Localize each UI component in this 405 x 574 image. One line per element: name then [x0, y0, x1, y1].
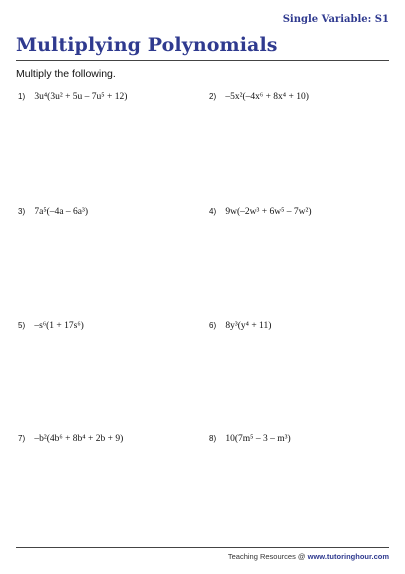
problem-6 [209, 321, 271, 331]
footer-site-link[interactable]: www.tutoringhour.com [307, 552, 389, 561]
problem-expression: 7a⁵(–4a – 6a³) [34, 207, 89, 217]
problem-number: 3) [18, 207, 26, 216]
footer-label: Teaching Resources @ [227, 552, 308, 561]
footer-credit [228, 552, 389, 561]
problem-2 [209, 92, 309, 102]
problem-8 [209, 434, 291, 444]
problem-expression: 9w(–2w³ + 6w⁵ – 7w²) [225, 207, 312, 217]
problem-7 [18, 434, 123, 444]
problem-expression: –b²(4b⁶ + 8b⁴ + 2b + 9) [34, 434, 124, 444]
problem-expression: 3u⁴(3u² + 5u – 7u⁵ + 12) [34, 92, 128, 102]
problem-number: 7) [18, 434, 26, 443]
bottom-divider [16, 547, 389, 548]
problem-1 [18, 92, 127, 102]
top-divider [16, 60, 389, 61]
problem-5 [18, 321, 84, 331]
problem-number: 8) [209, 434, 217, 443]
problem-number: 5) [18, 321, 26, 330]
problem-number: 2) [209, 92, 217, 101]
problem-4 [209, 207, 312, 217]
problem-expression: 10(7m⁵ – 3 – m³) [225, 434, 291, 444]
problem-number: 1) [18, 92, 26, 101]
page-title: Multiplying Polynomials [16, 34, 278, 56]
problem-expression: 8y³(y⁴ + 11) [225, 321, 272, 331]
problem-3 [18, 207, 88, 217]
instructions: Multiply the following. [16, 68, 116, 80]
problem-number: 6) [209, 321, 217, 330]
problem-number: 4) [209, 207, 217, 216]
problem-expression: –s⁶(1 + 17s⁶) [34, 321, 84, 331]
problem-expression: –5x²(–4x⁶ + 8x⁴ + 10) [225, 92, 309, 102]
level-tag: Single Variable: S1 [282, 14, 389, 25]
